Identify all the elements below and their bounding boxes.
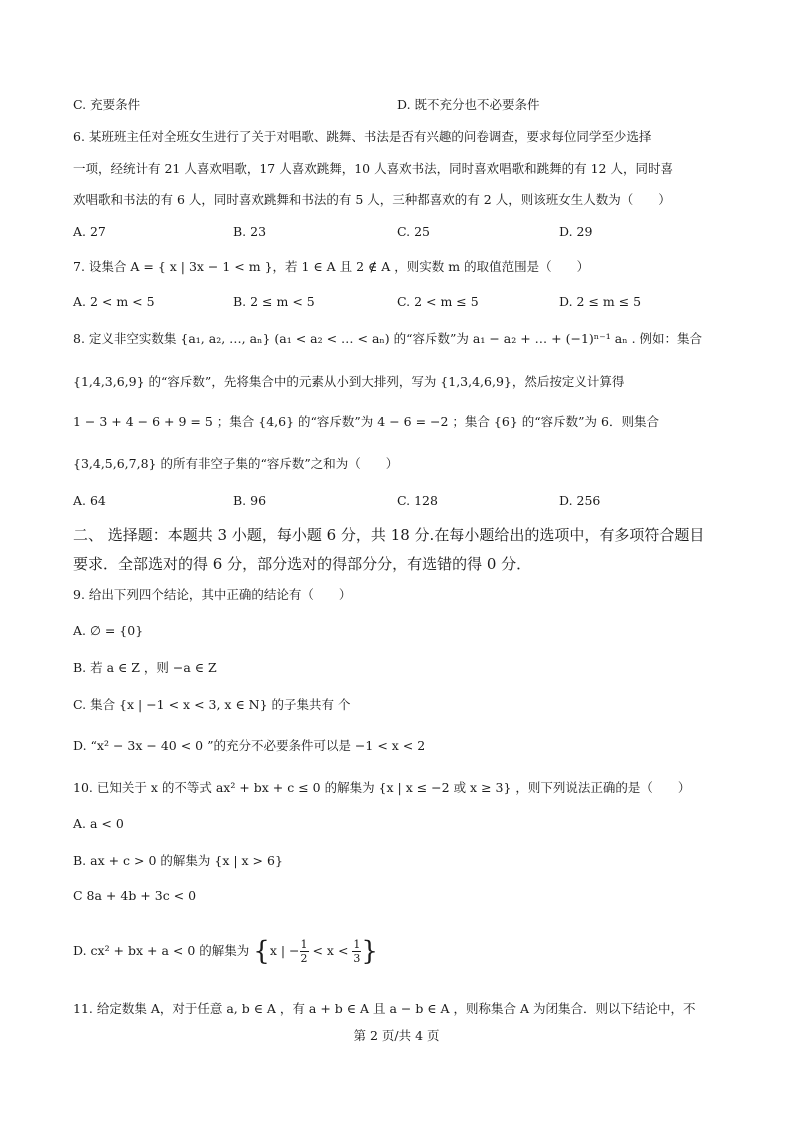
q9-option-a: A. ∅ = {0} — [73, 623, 144, 638]
q6-option-a: A. 27 — [73, 224, 106, 239]
q6-option-d: D. 29 — [559, 224, 593, 239]
q10-option-c: C 8a + 4b + 3c < 0 — [73, 888, 197, 903]
section-2-heading-line-2: 要求．全部选对的得 6 分，部分选对的得部分分，有选错的得 0 分． — [73, 555, 532, 573]
q10-option-d — [73, 938, 378, 965]
q7-option-c: C. 2 < m ≤ 5 — [397, 294, 479, 309]
fraction-third-numerator: 1 — [353, 938, 361, 951]
q6-line-3: 欢唱歌和书法的有 6 人，同时喜欢跳舞和书法的有 5 人，三种都喜欢的有 2 人，则该班女生人数为（ ） — [73, 192, 671, 207]
q9-option-d: D. “x² − 3x − 40 < 0 ”的充分不必要条件可以是 −1 < x < 2 — [73, 738, 426, 753]
q8-option-d: D. 256 — [559, 493, 601, 508]
q10-option-d-mid: < x < — [308, 943, 353, 958]
fraction-half-numerator: 1 — [300, 938, 308, 951]
q10-option-d-prefix: D. cx² + bx + a < 0 的解集为 — [73, 943, 250, 958]
q7-option-b: B. 2 ≤ m < 5 — [233, 294, 315, 309]
q9-stem: 9. 给出下列四个结论，其中正确的结论有（ ） — [73, 587, 352, 602]
fraction-half — [300, 938, 309, 965]
q8-line-2: {1,4,3,6,9} 的“容斥数”，先将集合中的元素从小到大排列，写为 {1,3,4,6,9}，然后按定义计算得 — [73, 374, 625, 389]
q8-option-b: B. 96 — [233, 493, 267, 508]
q11-stem: 11. 给定数集 A，对于任意 a, b ∈ A ，有 a + b ∈ A 且 a − b ∈ A ，则称集合 A 为闭集合．则以下结论中，不 — [73, 1001, 696, 1016]
q7-stem: 7. 设集合 A = { x | 3x − 1 < m }，若 1 ∈ A 且 2 ∉ A ，则实数 m 的取值范围是（ ） — [73, 259, 590, 274]
q6-line-2: 一项，经统计有 21 人喜欢唱歌，17 人喜欢跳舞，10 人喜欢书法，同时喜欢唱歌和跳舞的有 12 人，同时喜 — [73, 161, 673, 176]
q8-line-1: 8. 定义非空实数集 {a₁, a₂, …, aₙ} (a₁ < a₂ < … < aₙ) 的“容斥数”为 a₁ − a₂ + … + (−1)ⁿ⁻¹ aₙ . 例如：集合 — [73, 331, 703, 346]
q7-option-d: D. 2 ≤ m ≤ 5 — [559, 294, 642, 309]
fraction-half-denominator: 2 — [300, 952, 308, 965]
fraction-third-denominator: 3 — [353, 952, 361, 965]
q5-option-c: C. 充要条件 — [73, 97, 141, 112]
left-brace: { — [253, 936, 270, 967]
q10-option-d-set-left: x | − — [269, 943, 300, 958]
q10-option-a: A. a < 0 — [73, 816, 124, 831]
q8-line-4: {3,4,5,6,7,8} 的所有非空子集的“容斥数”之和为（ ） — [73, 456, 399, 471]
q8-option-c: C. 128 — [397, 493, 438, 508]
q5-option-d: D. 既不充分也不必要条件 — [397, 97, 540, 112]
q6-option-b: B. 23 — [233, 224, 267, 239]
q10-option-b: B. ax + c > 0 的解集为 {x | x > 6} — [73, 853, 283, 868]
q9-option-c: C. 集合 {x | −1 < x < 3, x ∈ N} 的子集共有 个 — [73, 697, 351, 712]
q9-option-b: B. 若 a ∈ Z ，则 −a ∈ Z — [73, 660, 217, 675]
q8-option-a: A. 64 — [73, 493, 106, 508]
q6-option-c: C. 25 — [397, 224, 430, 239]
q10-stem: 10. 已知关于 x 的不等式 ax² + bx + c ≤ 0 的解集为 {x | x ≤ −2 或 x ≥ 3} ，则下列说法正确的是（ ） — [73, 780, 691, 795]
section-2-heading-line-1: 二、 选择题：本题共 3 小题，每小题 6 分，共 18 分.在每小题给出的选项中，有多项符合题目 — [73, 526, 705, 544]
q6-line-1: 6. 某班班主任对全班女生进行了关于对唱歌、跳舞、书法是否有兴趣的问卷调查，要求每位同学至少选择 — [73, 129, 652, 144]
page-footer: 第 2 页/共 4 页 — [353, 1028, 440, 1043]
q8-line-3: 1 − 3 + 4 − 6 + 9 = 5 ；集合 {4,6} 的“容斥数”为 4 − 6 = −2 ；集合 {6} 的“容斥数”为 6．则集合 — [73, 414, 659, 429]
q7-option-a: A. 2 < m < 5 — [73, 294, 155, 309]
right-brace: } — [361, 936, 378, 967]
